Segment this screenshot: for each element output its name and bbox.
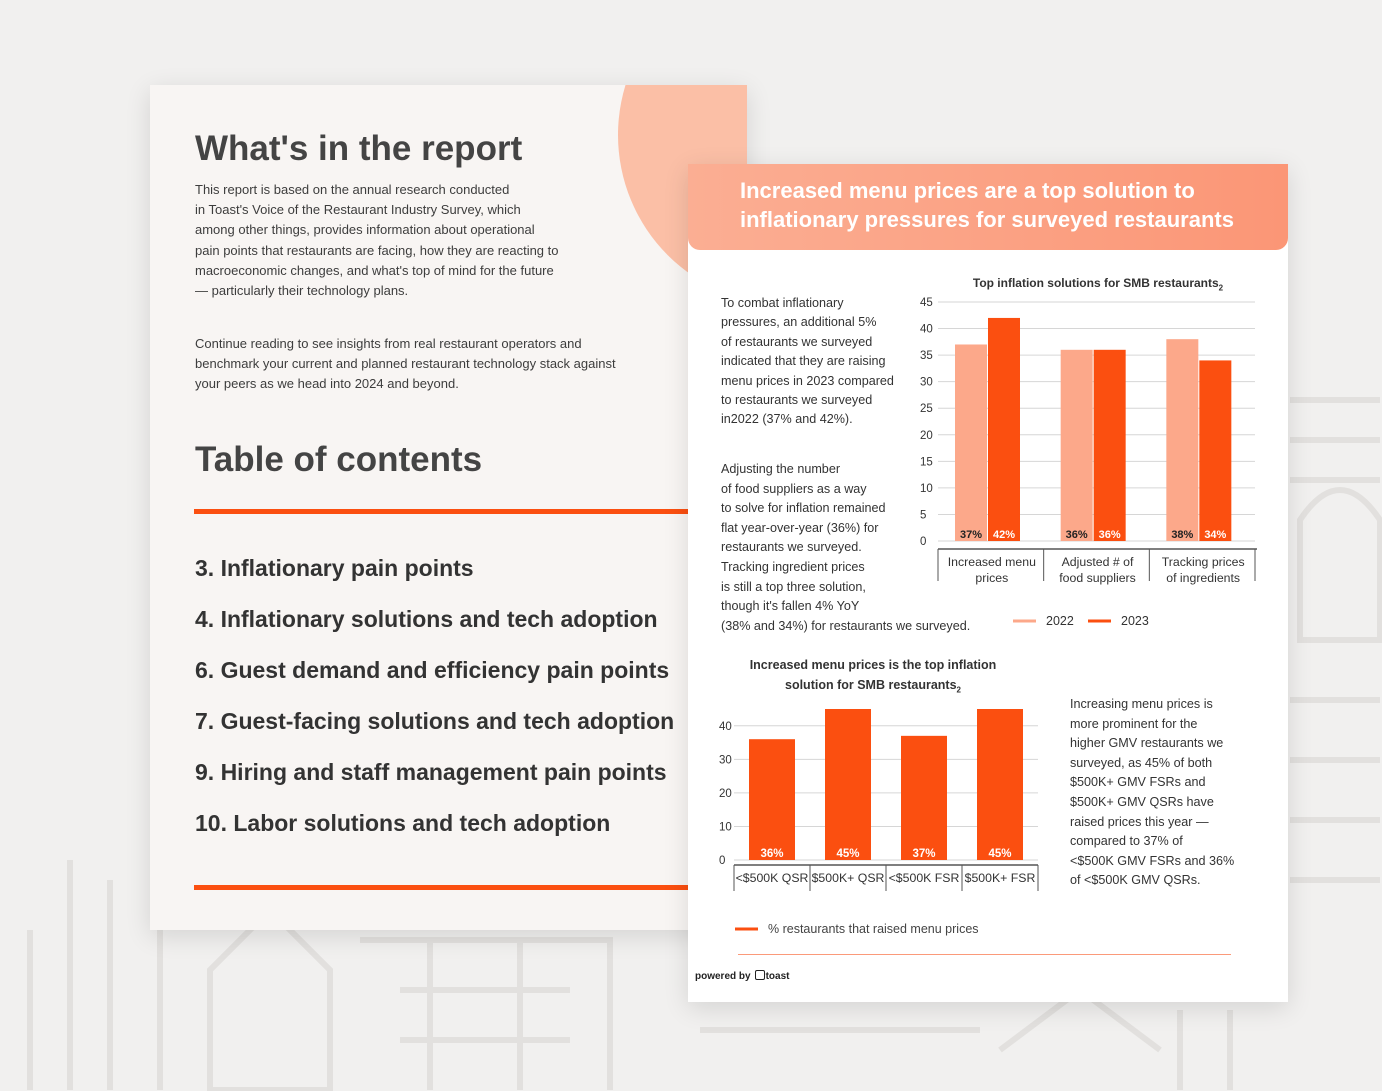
data-label: 37% [912,848,936,860]
toast-logo-icon [755,970,765,980]
y-tick-label: 15 [920,456,933,469]
y-tick-label: 40 [719,720,732,733]
page-title: What's in the report [195,129,523,168]
toc-top-divider [194,509,747,514]
toc-bottom-divider [194,885,747,890]
bar-2023 [1199,360,1231,541]
gmv-paragraph: Increasing menu prices is more prominent for the higher GMV restaurants we surveyed, as 45% of both $500K+ GMV FSRs and $500K+ GMV QSRs have raised prices this year — compared to 37% of <$500K GMV FSRs and 36% of <$500K GMV QSRs. [1070,697,1235,888]
page-header-banner [688,164,1288,250]
menu-price-by-segment-chart [708,699,1068,944]
bar [749,739,795,860]
bar-2023 [1094,350,1126,541]
toc-item[interactable]: 7. Guest-facing solutions and tech adoption [195,708,675,734]
data-label: 36% [1065,529,1088,541]
toc-item[interactable]: 10. Labor solutions and tech adoption [195,810,611,836]
y-tick-label: 20 [920,429,933,442]
x-tick-label: Adjusted # of [1061,555,1134,569]
data-label: 36% [1098,529,1121,541]
report-overview-page [150,85,747,930]
toc-item[interactable]: 6. Guest demand and efficiency pain points [195,657,670,683]
y-tick-label: 40 [920,323,933,336]
y-tick-label: 20 [719,787,732,800]
data-label: 36% [760,848,784,860]
legend-label: 2022 [1046,614,1074,628]
x-tick-label: $500K+ FSR [964,871,1036,885]
toc-list [195,555,674,861]
bar-2022 [1061,350,1093,541]
x-tick-label: <$500K QSR [735,871,809,885]
data-label: 38% [1171,529,1194,541]
y-tick-label: 30 [719,754,732,767]
toc-item[interactable]: 9. Hiring and staff management pain points [195,759,667,785]
continue-paragraph: Continue reading to see insights from real restaurant operators and benchmark your current and planned restaurant technology stack against your peers as we head into 2024 and beyond. [195,336,616,392]
y-tick-label: 0 [719,855,726,867]
y-tick-label: 25 [920,403,933,416]
x-tick-label: $500K+ QSR [811,871,885,885]
y-tick-label: 10 [719,821,732,834]
bar [825,709,871,860]
bar [901,736,947,860]
legend-label: 2023 [1121,614,1149,628]
x-tick-label: <$500K FSR [888,871,960,885]
toc-item[interactable]: 4. Inflationary solutions and tech adoption [195,606,658,632]
bar [977,709,1023,860]
inflation-solutions-page [688,164,1288,1002]
x-tick-label: food suppliers [1059,571,1136,585]
y-tick-label: 10 [920,482,933,495]
toc-item[interactable]: 3. Inflationary pain points [195,555,474,581]
y-tick-label: 5 [920,509,927,522]
y-tick-label: 45 [920,297,933,309]
toc-title: Table of contents [195,440,483,479]
y-tick-label: 30 [920,376,933,389]
bar-2022 [1166,339,1198,541]
x-tick-label: prices [975,571,1009,585]
chart2-title: Increased menu prices is the top inflation solution for SMB restaurants$_2$ [749,658,997,694]
footer-divider [738,954,1231,955]
bar-2023 [988,318,1020,541]
bar-2022 [955,344,987,541]
footer-credit: powered by toast [695,971,790,982]
y-tick-label: 0 [920,536,927,548]
data-label: 34% [1204,529,1227,541]
legend-label: % restaurants that raised menu prices [768,922,979,936]
y-tick-label: 35 [920,350,933,363]
suppliers-paragraph: Adjusting the number of food suppliers as a way to solve for inflation remained flat year-over-year (36%) for restaurants we surveyed. Tracking ingredient prices is still a top three solution, though it's fallen 4% YoY (38% and 34%) for restaurants we surveyed. [721,462,971,633]
data-label: 37% [959,529,983,541]
data-label: 42% [992,529,1016,541]
x-tick-label: Increased menu [947,555,1036,569]
x-tick-label: Tracking prices [1161,555,1245,569]
intro-paragraph: This report is based on the annual research conducted in Toast's Voice of the Restaurant Industry Survey, which among other things, provides information about operational pain points that restaurants are facing, how they are reacting to macroeconomic changes, and what's top of mind for the future — particularly their technology plans. [195,182,559,299]
menu-price-paragraph: To combat inflationary pressures, an additional 5% of restaurants we surveyed indicated that they are raising menu prices in 2023 compared to restaurants we surveyed in2022 (37% and 42%). [721,296,894,427]
x-tick-label: of ingredients [1166,571,1241,585]
data-label: 45% [988,848,1012,860]
page-heading: Increased menu prices are a top solution to inflationary pressures for surveyed restaurants [740,178,1234,232]
data-label: 45% [836,848,860,860]
chart1-title: Top inflation solutions for SMB restaurants$_2$ [972,276,1224,293]
inflation-solutions-chart [908,292,1268,637]
